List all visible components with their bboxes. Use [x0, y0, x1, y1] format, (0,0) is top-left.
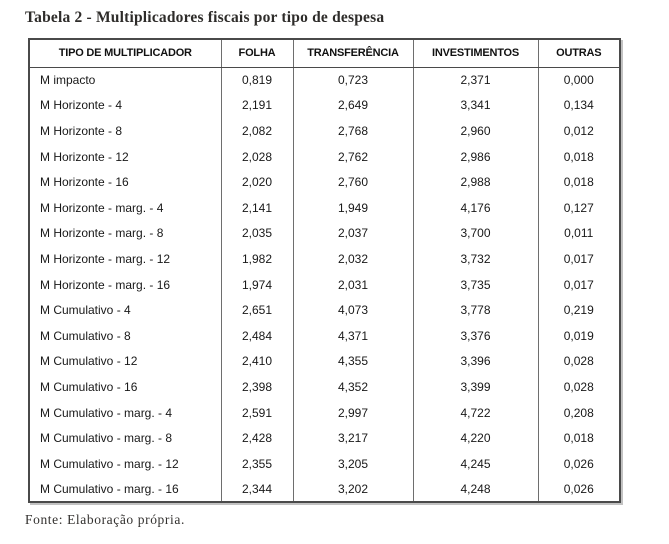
- table-row: [29, 400, 620, 426]
- row-label-cell: M Horizonte - marg. - 4: [40, 200, 164, 215]
- row-label-cell: M Horizonte - 4: [40, 98, 123, 113]
- value-cell: 3,205: [293, 451, 413, 477]
- value-cell: 0,026: [538, 451, 620, 477]
- value-cell: 4,722: [413, 400, 538, 426]
- row-label-cell: M Horizonte - marg. - 8: [40, 226, 164, 241]
- value-cell: 2,020: [221, 169, 293, 195]
- row-label-cell: M Cumulativo - marg. - 12: [40, 456, 179, 471]
- table-row: [29, 144, 620, 170]
- fiscal-multipliers-table: [28, 38, 621, 503]
- value-cell: 3,700: [413, 221, 538, 247]
- table-row: [29, 374, 620, 400]
- value-cell: 0,018: [538, 425, 620, 451]
- table-header: [29, 39, 620, 67]
- table-row: [29, 67, 620, 93]
- value-cell: 3,735: [413, 272, 538, 298]
- value-cell: 3,732: [413, 246, 538, 272]
- value-cell: 2,371: [413, 67, 538, 93]
- value-cell: 2,484: [221, 323, 293, 349]
- row-label-cell: M Horizonte - 16: [40, 175, 129, 190]
- value-cell: 3,778: [413, 297, 538, 323]
- value-cell: 2,082: [221, 118, 293, 144]
- row-label-cell: M Horizonte - 12: [40, 149, 129, 164]
- row-label-cell: M Cumulativo - 12: [40, 354, 138, 369]
- column-header-tipo: TIPO DE MULTIPLICADOR: [29, 39, 221, 67]
- value-cell: 2,428: [221, 425, 293, 451]
- page-title: Tabela 2 - Multiplicadores fiscais por tipo de despesa: [25, 9, 385, 26]
- value-cell: 0,127: [538, 195, 620, 221]
- value-cell: 3,217: [293, 425, 413, 451]
- table-row: [29, 221, 620, 247]
- value-cell: 0,017: [538, 272, 620, 298]
- value-cell: 3,376: [413, 323, 538, 349]
- value-cell: 0,018: [538, 144, 620, 170]
- value-cell: 0,208: [538, 400, 620, 426]
- table-row: [29, 323, 620, 349]
- column-header-transferencia: TRANSFERÊNCIA: [293, 39, 413, 67]
- value-cell: 0,017: [538, 246, 620, 272]
- value-cell: 2,355: [221, 451, 293, 477]
- value-cell: 3,341: [413, 93, 538, 119]
- value-cell: 1,974: [221, 272, 293, 298]
- value-cell: 2,037: [293, 221, 413, 247]
- value-cell: 0,134: [538, 93, 620, 119]
- value-cell: 4,245: [413, 451, 538, 477]
- value-cell: 4,352: [293, 374, 413, 400]
- value-cell: 2,398: [221, 374, 293, 400]
- table-row: [29, 297, 620, 323]
- value-cell: 4,248: [413, 477, 538, 503]
- row-label-cell: M Cumulativo - marg. - 16: [40, 481, 179, 496]
- value-cell: 1,949: [293, 195, 413, 221]
- value-cell: 0,026: [538, 477, 620, 503]
- value-cell: 2,997: [293, 400, 413, 426]
- row-label-cell: M Cumulativo - marg. - 4: [40, 405, 173, 420]
- value-cell: 3,396: [413, 349, 538, 375]
- value-cell: 3,399: [413, 374, 538, 400]
- value-cell: 2,651: [221, 297, 293, 323]
- table-row: [29, 272, 620, 298]
- source-note: Fonte: Elaboração própria.: [25, 512, 185, 527]
- column-header-folha: FOLHA: [221, 39, 293, 67]
- value-cell: 4,220: [413, 425, 538, 451]
- value-cell: 3,202: [293, 477, 413, 503]
- value-cell: 2,344: [221, 477, 293, 503]
- row-label-cell: M Cumulativo - 16: [40, 379, 138, 394]
- value-cell: 0,219: [538, 297, 620, 323]
- row-label-cell: M Cumulativo - 8: [40, 328, 131, 343]
- table-row: [29, 349, 620, 375]
- header-row: [29, 39, 620, 67]
- value-cell: 0,012: [538, 118, 620, 144]
- table-row: [29, 451, 620, 477]
- row-label-cell: M impacto: [40, 73, 96, 88]
- row-label-cell: M Cumulativo - marg. - 8: [40, 431, 173, 446]
- value-cell: 0,019: [538, 323, 620, 349]
- value-cell: 2,141: [221, 195, 293, 221]
- value-cell: 2,762: [293, 144, 413, 170]
- value-cell: 4,371: [293, 323, 413, 349]
- table-row: [29, 118, 620, 144]
- value-cell: 0,723: [293, 67, 413, 93]
- value-cell: 0,028: [538, 374, 620, 400]
- value-cell: 0,011: [538, 221, 620, 247]
- value-cell: 2,028: [221, 144, 293, 170]
- value-cell: 2,032: [293, 246, 413, 272]
- value-cell: 2,031: [293, 272, 413, 298]
- value-cell: 2,760: [293, 169, 413, 195]
- value-cell: 2,649: [293, 93, 413, 119]
- value-cell: 0,028: [538, 349, 620, 375]
- value-cell: 2,960: [413, 118, 538, 144]
- column-header-outras: OUTRAS: [538, 39, 620, 67]
- value-cell: 0,000: [538, 67, 620, 93]
- value-cell: 0,819: [221, 67, 293, 93]
- table-row: [29, 425, 620, 451]
- table-row: [29, 195, 620, 221]
- table-row: [29, 477, 620, 503]
- row-label-cell: M Cumulativo - 4: [40, 303, 131, 318]
- row-label-cell: M Horizonte - 8: [40, 123, 123, 138]
- value-cell: 2,768: [293, 118, 413, 144]
- value-cell: 2,191: [221, 93, 293, 119]
- column-header-investimentos: INVESTIMENTOS: [413, 39, 538, 67]
- table-row: [29, 246, 620, 272]
- value-cell: 2,988: [413, 169, 538, 195]
- value-cell: 4,073: [293, 297, 413, 323]
- multiplier-table: [28, 38, 621, 503]
- value-cell: 2,410: [221, 349, 293, 375]
- table-row: [29, 169, 620, 195]
- multiplier-table-body: [29, 67, 620, 502]
- value-cell: 4,176: [413, 195, 538, 221]
- value-cell: 0,018: [538, 169, 620, 195]
- value-cell: 4,355: [293, 349, 413, 375]
- value-cell: 2,986: [413, 144, 538, 170]
- value-cell: 2,591: [221, 400, 293, 426]
- row-label-cell: M Horizonte - marg. - 12: [40, 251, 171, 266]
- table-row: [29, 93, 620, 119]
- row-label-cell: M Horizonte - marg. - 16: [40, 277, 171, 292]
- value-cell: 2,035: [221, 221, 293, 247]
- value-cell: 1,982: [221, 246, 293, 272]
